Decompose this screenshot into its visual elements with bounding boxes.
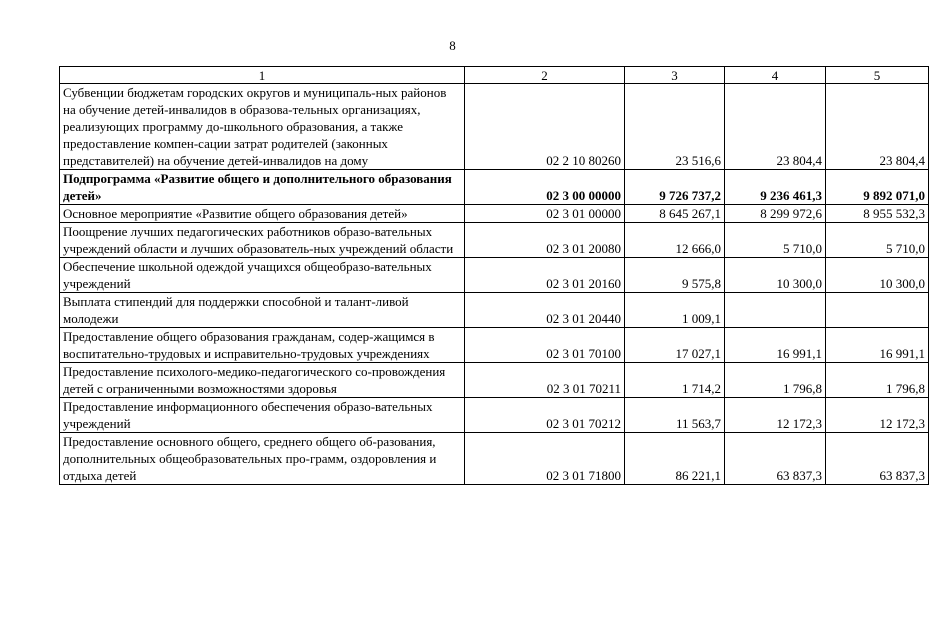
row-code-cell: 02 3 01 00000 [465, 205, 625, 223]
table-row [60, 293, 929, 328]
row-value-cell: 16 991,1 [826, 328, 929, 363]
row-name-cell: Поощрение лучших педагогических работников образо-вательных учреждений области и лучших образователь-ных учреждений области [60, 223, 465, 258]
table-row [60, 223, 929, 258]
table-row [60, 170, 929, 205]
row-value-cell: 8 955 532,3 [826, 205, 929, 223]
row-value-cell: 1 009,1 [625, 293, 725, 328]
row-value-cell: 23 804,4 [725, 84, 826, 170]
row-value-cell: 1 796,8 [725, 363, 826, 398]
table-row [60, 258, 929, 293]
row-name-cell: Выплата стипендий для поддержки способной и талант-ливой молодежи [60, 293, 465, 328]
row-code-cell: 02 3 01 20160 [465, 258, 625, 293]
column-header: 4 [725, 67, 826, 84]
row-value-cell: 23 804,4 [826, 84, 929, 170]
row-code-cell: 02 3 01 20080 [465, 223, 625, 258]
row-value-cell: 10 300,0 [826, 258, 929, 293]
row-value-cell: 63 837,3 [826, 433, 929, 485]
row-value-cell: 8 299 972,6 [725, 205, 826, 223]
table-row [60, 205, 929, 223]
row-value-cell: 1 714,2 [625, 363, 725, 398]
page-number: 8 [449, 38, 456, 53]
row-name-cell: Подпрограмма «Развитие общего и дополнительного образования детей» [60, 170, 465, 205]
row-value-cell: 12 172,3 [826, 398, 929, 433]
row-name-cell: Обеспечение школьной одеждой учащихся общеобразо-вательных учреждений [60, 258, 465, 293]
row-value-cell: 9 575,8 [625, 258, 725, 293]
table-body [60, 84, 929, 485]
row-name-cell: Предоставление общего образования гражданам, содер-жащимся в воспитательно-трудовых и исправительно-трудовых учреждениях [60, 328, 465, 363]
row-value-cell: 1 796,8 [826, 363, 929, 398]
table-row [60, 433, 929, 485]
row-code-cell: 02 3 01 70211 [465, 363, 625, 398]
row-value-cell: 5 710,0 [826, 223, 929, 258]
row-name-cell: Предоставление информационного обеспечения образо-вательных учреждений [60, 398, 465, 433]
row-value-cell: 9 726 737,2 [625, 170, 725, 205]
row-value-cell [826, 293, 929, 328]
row-value-cell [725, 293, 826, 328]
column-header: 5 [826, 67, 929, 84]
row-value-cell: 23 516,6 [625, 84, 725, 170]
column-header: 1 [60, 67, 465, 84]
row-code-cell: 02 3 00 00000 [465, 170, 625, 205]
table-row [60, 363, 929, 398]
row-value-cell: 10 300,0 [725, 258, 826, 293]
row-code-cell: 02 3 01 20440 [465, 293, 625, 328]
row-code-cell: 02 3 01 70212 [465, 398, 625, 433]
column-header: 3 [625, 67, 725, 84]
table-row [60, 398, 929, 433]
row-value-cell: 5 710,0 [725, 223, 826, 258]
row-value-cell: 12 172,3 [725, 398, 826, 433]
row-value-cell: 9 892 071,0 [826, 170, 929, 205]
row-name-cell: Предоставление основного общего, среднего общего об-разования, дополнительных общеобразовательных про-грамм, оздоровления и отдыха детей [60, 433, 465, 485]
row-value-cell: 17 027,1 [625, 328, 725, 363]
table-row [60, 84, 929, 170]
row-value-cell: 8 645 267,1 [625, 205, 725, 223]
row-value-cell: 86 221,1 [625, 433, 725, 485]
row-code-cell: 02 3 01 71800 [465, 433, 625, 485]
table-row [60, 328, 929, 363]
row-name-cell: Субвенции бюджетам городских округов и муниципаль-ных районов на обучение детей-инвалидов в образова-тельных организациях, реализующих программу до-школьного образования, а также предоставление компен-сации затрат родителей (законных представителей) на обучение детей-инвалидов на дому [60, 84, 465, 170]
row-value-cell: 9 236 461,3 [725, 170, 826, 205]
row-value-cell: 16 991,1 [725, 328, 826, 363]
row-value-cell: 63 837,3 [725, 433, 826, 485]
budget-table [59, 66, 929, 485]
row-code-cell: 02 2 10 80260 [465, 84, 625, 170]
row-value-cell: 11 563,7 [625, 398, 725, 433]
row-value-cell: 12 666,0 [625, 223, 725, 258]
column-header: 2 [465, 67, 625, 84]
row-code-cell: 02 3 01 70100 [465, 328, 625, 363]
row-name-cell: Предоставление психолого-медико-педагогического со-провождения детей с ограниченными возможностями здоровья [60, 363, 465, 398]
table-header-row [60, 67, 929, 84]
row-name-cell: Основное мероприятие «Развитие общего образования детей» [60, 205, 465, 223]
